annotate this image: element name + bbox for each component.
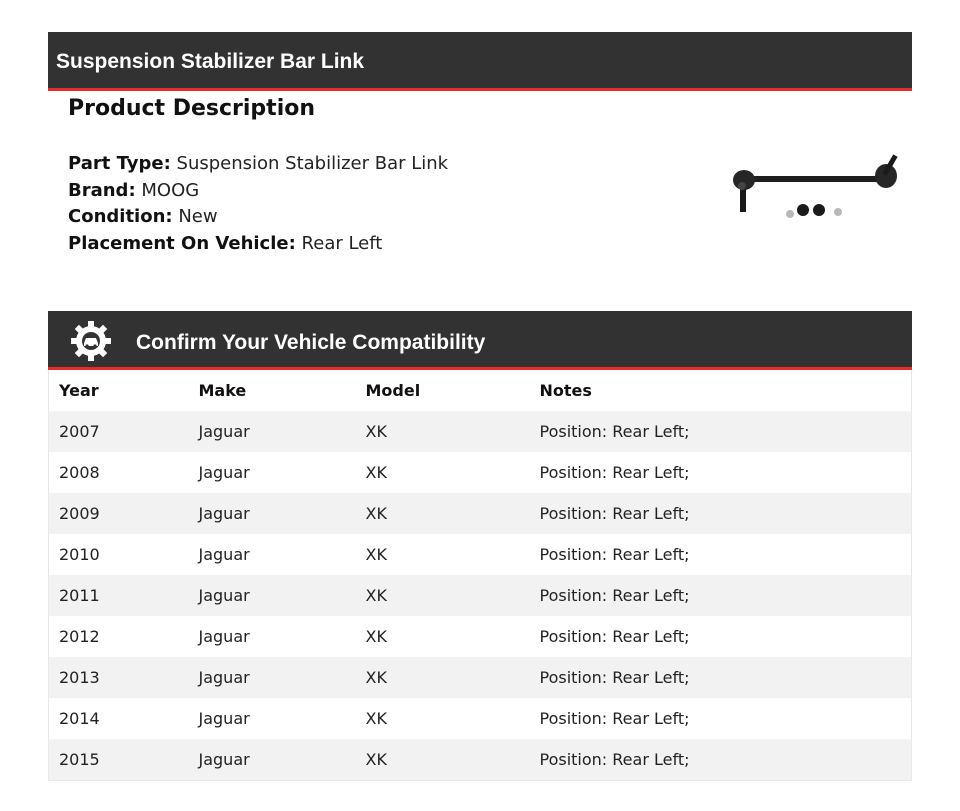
table-row xyxy=(49,493,912,534)
cell-notes: Position: Rear Left; xyxy=(530,534,912,575)
spec-part-type xyxy=(68,151,448,178)
cell-make: Jaguar xyxy=(189,698,356,739)
compatibility-header xyxy=(48,311,912,370)
cell-make: Jaguar xyxy=(189,739,356,780)
cell-year: 2013 xyxy=(49,657,189,698)
cell-year: 2010 xyxy=(49,534,189,575)
cell-year: 2008 xyxy=(49,452,189,493)
cell-notes: Position: Rear Left; xyxy=(530,698,912,739)
cell-year: 2009 xyxy=(49,493,189,534)
nut-right xyxy=(834,208,842,216)
cell-notes: Position: Rear Left; xyxy=(530,616,912,657)
cell-model: XK xyxy=(356,493,530,534)
cell-model: XK xyxy=(356,534,530,575)
left-boot xyxy=(738,182,746,190)
col-year: Year xyxy=(49,370,189,411)
nut-left xyxy=(786,210,794,218)
cell-model: XK xyxy=(356,575,530,616)
table-row xyxy=(49,575,912,616)
col-model: Model xyxy=(356,370,530,411)
compatibility-title: Confirm Your Vehicle Compatibility xyxy=(136,331,486,354)
table-row xyxy=(49,739,912,780)
stabilizer-link-image xyxy=(726,146,906,228)
cell-year: 2014 xyxy=(49,698,189,739)
cell-model: XK xyxy=(356,411,530,452)
spec-value: Suspension Stabilizer Bar Link xyxy=(176,153,449,174)
cell-model: XK xyxy=(356,698,530,739)
cell-make: Jaguar xyxy=(189,657,356,698)
cell-model: XK xyxy=(356,657,530,698)
spec-label: Part Type: xyxy=(68,153,171,174)
left-stud xyxy=(740,186,746,212)
product-title-bar xyxy=(48,32,912,91)
cell-year: 2015 xyxy=(49,739,189,780)
cell-notes: Position: Rear Left; xyxy=(530,493,912,534)
spec-label: Brand: xyxy=(68,179,136,201)
link-bar xyxy=(744,176,884,182)
spec-value: Rear Left xyxy=(301,232,383,254)
spec-list xyxy=(68,151,448,257)
table-row xyxy=(49,534,912,575)
cell-notes: Position: Rear Left; xyxy=(530,575,912,616)
table-row xyxy=(49,657,912,698)
table-header-row xyxy=(49,370,912,411)
col-make: Make xyxy=(189,370,356,411)
cell-model: XK xyxy=(356,739,530,780)
spec-label: Condition: xyxy=(68,206,173,227)
table-row xyxy=(49,452,912,493)
cell-make: Jaguar xyxy=(189,493,356,534)
cell-make: Jaguar xyxy=(189,575,356,616)
cell-year: 2011 xyxy=(49,575,189,616)
spec-condition xyxy=(68,204,448,231)
cell-make: Jaguar xyxy=(189,452,356,493)
cell-year: 2012 xyxy=(49,616,189,657)
table-row xyxy=(49,616,912,657)
bushing-right xyxy=(813,204,825,216)
cell-make: Jaguar xyxy=(189,616,356,657)
spec-brand xyxy=(68,178,448,205)
cell-model: XK xyxy=(356,452,530,493)
bushing-left xyxy=(797,204,809,216)
spec-label: Placement On Vehicle: xyxy=(68,232,296,254)
cell-make: Jaguar xyxy=(189,534,356,575)
cell-notes: Position: Rear Left; xyxy=(530,411,912,452)
spec-value: MOOG xyxy=(141,179,200,201)
cell-notes: Position: Rear Left; xyxy=(530,657,912,698)
cell-year: 2007 xyxy=(49,411,189,452)
col-notes: Notes xyxy=(530,370,912,411)
spec-placement xyxy=(68,231,448,258)
cell-notes: Position: Rear Left; xyxy=(530,452,912,493)
product-title: Suspension Stabilizer Bar Link xyxy=(56,50,365,73)
cell-notes: Position: Rear Left; xyxy=(530,739,912,780)
table-row xyxy=(49,411,912,452)
table-row xyxy=(49,698,912,739)
compatibility-table xyxy=(48,370,912,781)
description-heading: Product Description xyxy=(68,96,316,121)
cell-make: Jaguar xyxy=(189,411,356,452)
cell-model: XK xyxy=(356,616,530,657)
gear-car-icon xyxy=(69,319,113,363)
spec-value: New xyxy=(178,206,218,227)
